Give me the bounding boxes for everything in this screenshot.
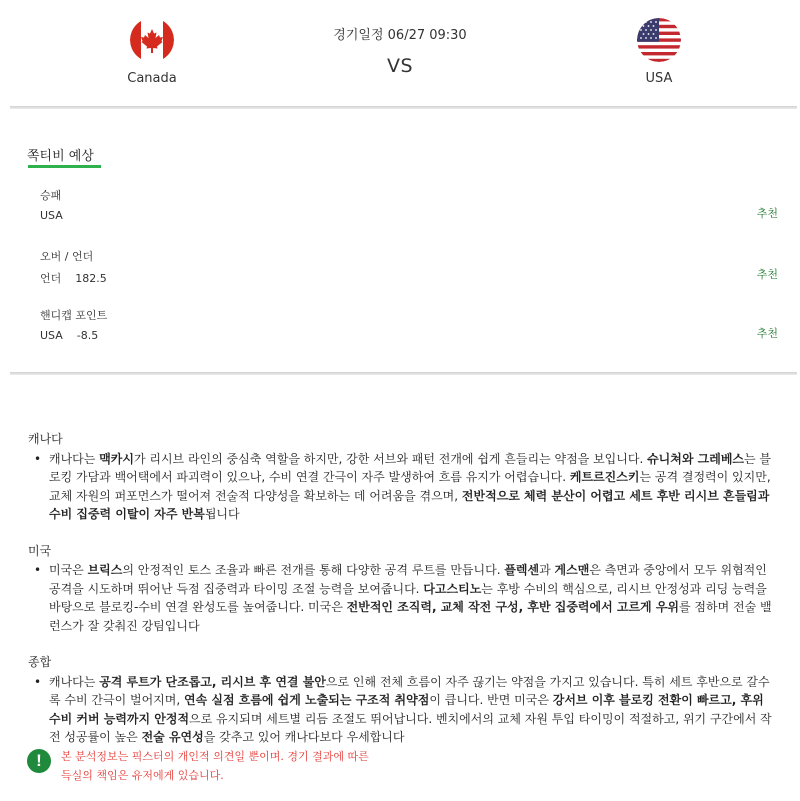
prediction-value: [40, 209, 780, 222]
analysis-segment: 는 블로킹 가담과 백어택에서 파괴력이 있으나, 수비 연결 간극이 자주 발생하여 흐름 유지가 어렵습니다.: [49, 451, 772, 484]
match-center: [300, 24, 500, 77]
prediction-pick: USA: [40, 209, 63, 222]
analysis-item: [28, 450, 778, 524]
analysis-emphasis: 슈니쳐와 그레베스: [647, 451, 745, 466]
analysis-emphasis: 브릭스: [87, 563, 123, 577]
analysis-heading: 캐나다: [28, 432, 63, 446]
home-team[interactable]: [92, 18, 212, 86]
analysis-block-usa: [28, 542, 778, 636]
analysis-segment: 은 측면과 중앙에서 모두 위협적인 공격을 시도하며 뛰어난 득점 집중력과 타이밍 조절 능력을 보여줍니다.: [49, 563, 767, 596]
analysis-segment: 을 갖추고 있어 캐나다보다 우세합니다: [203, 730, 405, 744]
home-team-name: Canada: [127, 71, 177, 86]
prediction-number: -8.5: [76, 329, 99, 342]
recommend-badge: 추천: [756, 207, 778, 220]
analysis-emphasis: 케트르진스키: [569, 470, 640, 484]
prediction-value: [40, 270, 780, 286]
disclaimer-text: [61, 747, 369, 785]
analysis-segment: 됩니다: [204, 507, 240, 521]
analysis-segment: 으로 유지되며 세트별 리듬 조절도 뛰어납니다. 벤치에서의 교체 자원 투입 타이밍이 적절하고, 위기 구간에서 작전 성공률이 높은: [49, 711, 772, 744]
analysis-text: [49, 563, 772, 633]
analysis-block-summary: [28, 653, 778, 747]
analysis-segment: 이 큽니다. 반면 미국은: [429, 693, 553, 707]
analysis-block-canada: [28, 430, 778, 524]
usa-flag-icon: [637, 18, 681, 62]
match-schedule-time: 경기일정 06/27 09:30: [333, 28, 467, 43]
prediction-pick: 언더: [40, 272, 62, 285]
analysis-text: [49, 675, 772, 745]
analysis-heading: 미국: [28, 543, 52, 558]
match-header: [0, 0, 800, 108]
prediction-label: 핸디캡 포인트: [40, 309, 108, 322]
analysis-segment: 캐나다는: [49, 451, 100, 466]
prediction-pick: USA: [40, 329, 63, 342]
prediction-row-handicap[interactable]: [40, 307, 780, 347]
analysis-section: [28, 430, 778, 765]
analysis-segment: 는 공격 결정력이 있지만, 교체 자원의 퍼포먼스가 떨어져 전술적 다양성을 확보하는 데 어려움을 겪으며,: [49, 470, 771, 503]
analysis-emphasis: 연속 실점 흐름에 쉽게 노출되는 구조적 취약점: [184, 693, 430, 707]
analysis-text: [49, 452, 771, 522]
prediction-label: 승패: [40, 189, 62, 202]
header-divider: [10, 106, 797, 109]
analysis-emphasis: 다고스티노: [423, 581, 482, 596]
away-team-name: USA: [645, 71, 673, 86]
prediction-label: 오버 / 언더: [40, 250, 94, 263]
recommend-badge: 추천: [756, 268, 778, 281]
prediction-row-winloss[interactable]: [40, 187, 780, 227]
prediction-value: [40, 329, 780, 342]
vs-label: VS: [386, 55, 414, 77]
bullet: •: [34, 563, 42, 577]
exclamation-icon: !: [27, 749, 51, 773]
analysis-item: [28, 673, 778, 747]
analysis-segment: 를 점하며 전술 밸런스가 잘 갖춰진 강팀입니다: [49, 600, 772, 633]
analysis-emphasis: 전술 유연성: [141, 730, 204, 744]
disclaimer: [27, 747, 767, 787]
prediction-divider: [10, 372, 797, 375]
analysis-segment: 가 리시브 라인의 중심축 역할을 하지만, 강한 서브와 패턴 전개에 쉽게 흔들리는 약점을 보입니다.: [133, 451, 648, 466]
analysis-emphasis: 강서브 이후 블로킹 전환이 빠르고, 후위 수비 커버 능력까지 안정적: [49, 693, 764, 726]
analysis-emphasis: 맥카시: [99, 451, 134, 466]
analysis-segment: 으로 인해 전체 흐름이 자주 끊기는 약점을 가지고 있습니다. 특히 세트 후반으로 갈수록 수비 간극이 벌어지며,: [49, 674, 770, 707]
analysis-segment: 캐나다는: [49, 674, 100, 689]
analysis-segment: 의 안정적인 토스 조율과 빠른 전개를 통해 다양한 공격 루트를 만듭니다.: [122, 563, 505, 577]
analysis-heading: 종합: [28, 655, 52, 669]
analysis-segment: 과: [539, 563, 555, 577]
analysis-emphasis: 게스맨: [554, 563, 590, 577]
analysis-emphasis: 전반적으로 체력 분산이 어렵고 세트 후반 리시브 흔들림과 수비 집중력 이탈이 자주 반복: [49, 488, 770, 521]
analysis-segment: 미국은: [49, 563, 88, 577]
away-team[interactable]: [599, 18, 719, 86]
disclaimer-line: 득실의 책임은 유저에게 있습니다.: [61, 769, 224, 782]
prediction-section-title: 쪽티비 예상: [27, 149, 94, 164]
analysis-emphasis: 플렉센: [504, 563, 540, 577]
title-underline: [28, 165, 101, 168]
prediction-row-overunder[interactable]: [40, 248, 780, 288]
recommend-badge: 추천: [756, 327, 778, 340]
analysis-item: [28, 561, 778, 635]
prediction-number: 182.5: [75, 272, 107, 285]
analysis-emphasis: 공격 루트가 단조롭고, 리시브 후 연결 불안: [99, 674, 326, 689]
bullet: •: [34, 674, 42, 689]
analysis-emphasis: 전반적인 조직력, 교체 작전 구성, 후반 집중력에서 고르게 우위: [346, 600, 679, 614]
canada-flag-icon: [130, 18, 174, 62]
bullet: •: [34, 451, 42, 466]
disclaimer-line: 본 분석정보는 픽스터의 개인적 의견일 뿐이며. 경기 결과에 따른: [61, 750, 369, 763]
analysis-segment: 는 후방 수비의 핵심으로, 리시브 안정성과 리딩 능력을 바탕으로 블로킹-수비 연결 완성도를 높여줍니다. 미국은: [49, 581, 767, 614]
